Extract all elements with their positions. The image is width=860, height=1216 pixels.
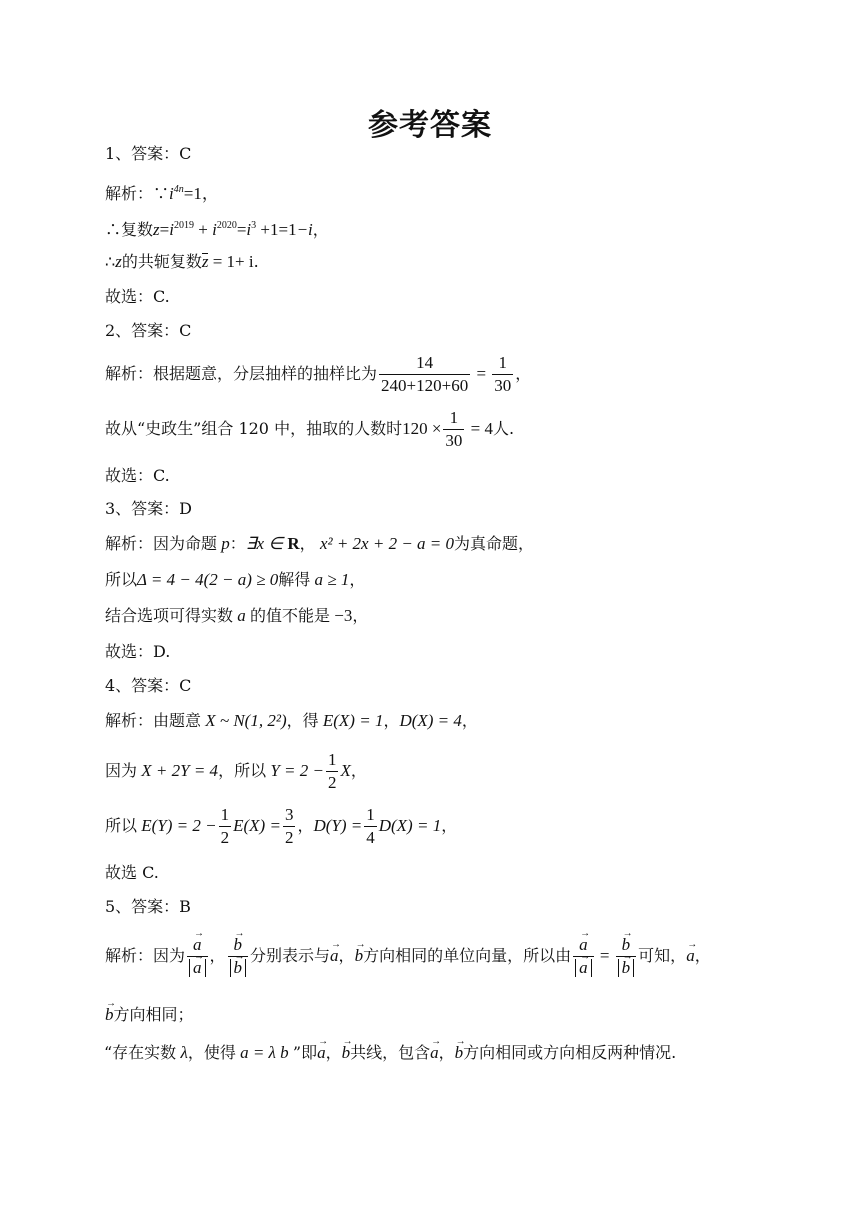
- text: 方向相同或方向相反两种情况.: [463, 1043, 677, 1062]
- unit-vector-b: [616, 928, 637, 977]
- b-symbol: b: [233, 958, 243, 977]
- equation-part: 120 ×: [402, 419, 442, 438]
- a-symbol: a: [193, 935, 202, 954]
- equation-part: D(X) = 1: [378, 816, 442, 835]
- vector-b: [621, 951, 633, 977]
- equation: a ≥ 1: [310, 570, 350, 589]
- arrow-icon: →: [194, 928, 205, 939]
- q1-label: 解析：: [105, 184, 154, 203]
- exponent: 3: [251, 220, 257, 231]
- vector-a: [317, 1036, 329, 1063]
- equation-part: = 4: [466, 419, 494, 438]
- i-symbol: i: [169, 184, 174, 203]
- unit: 人.: [493, 419, 515, 438]
- text: ，所以: [218, 761, 267, 780]
- equation-part: ∃x ∈: [245, 534, 288, 553]
- equation-part: E(Y) = 2 −: [137, 816, 217, 835]
- q3-line3: [105, 606, 368, 626]
- arrow-icon: →: [580, 951, 591, 962]
- a-symbol: a: [330, 946, 339, 965]
- arrow-icon: →: [687, 939, 698, 950]
- vector-b: [355, 930, 364, 982]
- a-symbol: a: [430, 1043, 439, 1062]
- denominator: 2: [220, 828, 230, 847]
- comma: ，: [352, 606, 369, 625]
- arrow-icon: →: [194, 951, 205, 962]
- i-symbol: i: [169, 220, 174, 239]
- a-symbol: a: [579, 958, 588, 977]
- text: 方向相同；: [113, 1005, 194, 1024]
- text: ，使得: [187, 1043, 236, 1062]
- b-symbol: b: [105, 1005, 114, 1024]
- text: 的值不能是: [250, 606, 331, 625]
- z-conjugate: z: [201, 252, 209, 271]
- vector-b: [233, 951, 245, 977]
- arrow-icon: →: [355, 939, 366, 950]
- equation: a = λ b: [235, 1043, 293, 1062]
- q5-line1: [105, 930, 711, 982]
- arrow-icon: →: [622, 951, 633, 962]
- arrow-icon: →: [455, 1036, 466, 1047]
- text: 复数: [121, 220, 154, 239]
- b-symbol: b: [341, 1043, 351, 1062]
- value: −3: [330, 606, 353, 625]
- text: 所以: [105, 570, 138, 589]
- fraction: [364, 806, 377, 847]
- arrow-icon: →: [234, 951, 245, 962]
- p-symbol: p: [217, 534, 230, 553]
- denominator: 30: [445, 431, 463, 450]
- comma: ，: [338, 946, 355, 965]
- a-symbol: a: [686, 946, 695, 965]
- unit-vector-a: [573, 928, 594, 977]
- q4-choice: 故选 C.: [105, 863, 159, 882]
- text: ”即: [292, 1043, 318, 1062]
- denominator: 240+120+60: [381, 376, 469, 395]
- comma: ，: [350, 761, 367, 780]
- text: 解析：因为: [105, 946, 186, 965]
- q5-answer: 5、答案：B: [105, 897, 191, 916]
- comma: ，: [441, 816, 458, 835]
- q2-choice: 故选：C.: [105, 466, 170, 485]
- equation-part: Y = 2 −: [266, 761, 324, 780]
- numerator: 1: [366, 805, 375, 824]
- text: “存在实数: [104, 1043, 177, 1062]
- vector-a: [579, 951, 591, 977]
- vector-a: [430, 1036, 442, 1063]
- q5-line3: [104, 1036, 677, 1063]
- a-symbol: a: [193, 958, 202, 977]
- q3-answer: 3、答案：D: [105, 499, 193, 518]
- comma: ，: [461, 711, 478, 730]
- exponent: 2019: [173, 220, 194, 231]
- q2-answer: 2、答案：C: [105, 321, 192, 340]
- arrow-icon: →: [431, 1036, 442, 1047]
- fraction: [492, 354, 513, 395]
- text: 方向相同的单位向量，所以由: [363, 946, 572, 965]
- therefore-symbol: ∴: [105, 252, 116, 271]
- equals: =: [159, 220, 170, 239]
- exponent: 2020: [216, 220, 237, 231]
- q4-line3: [105, 803, 457, 849]
- real-set: R: [287, 534, 300, 553]
- arrow-icon: →: [331, 939, 342, 950]
- vector-b: [105, 998, 116, 1025]
- equation-part: E(X) =: [233, 816, 281, 835]
- comma: ，: [297, 816, 314, 835]
- unit-vector-a: [187, 928, 208, 977]
- text: 故从“史政生”组合 120 中，抽取的人数时: [105, 419, 403, 438]
- text: 解析：因为命题: [105, 534, 218, 553]
- comma: ，: [694, 946, 711, 965]
- i-symbol: i: [212, 220, 217, 239]
- arrow-icon: →: [318, 1036, 329, 1047]
- numerator: 1: [498, 353, 508, 372]
- b-symbol: b: [354, 946, 364, 965]
- equation: E(X) = 1: [318, 711, 384, 730]
- numerator: 14: [416, 353, 434, 372]
- q4-answer: 4、答案：C: [105, 676, 192, 695]
- equation: x² + 2x + 2 − a = 0: [315, 534, 455, 553]
- a-symbol: a: [317, 1043, 326, 1062]
- fraction: [219, 806, 232, 847]
- comma: ，: [438, 1043, 455, 1062]
- comma: ，: [299, 534, 316, 553]
- fraction: [379, 354, 470, 395]
- distribution: X ~ N(1, 2²): [201, 711, 287, 730]
- b-symbol: b: [621, 935, 631, 954]
- equation: Δ = 4 − 4(2 − a) ≥ 0: [137, 570, 279, 589]
- text: ，得: [286, 711, 319, 730]
- denominator: 4: [366, 828, 375, 847]
- fraction: [283, 806, 296, 847]
- vector-a: [686, 930, 698, 982]
- text: 结合选项可得实数: [105, 606, 234, 625]
- q3-choice: 故选：D.: [105, 642, 171, 661]
- period: .: [253, 252, 259, 271]
- page-title: 参考答案: [368, 108, 492, 143]
- vector-b: [341, 1036, 353, 1063]
- comma: ，: [349, 570, 366, 589]
- text: 为真命题，: [454, 534, 535, 553]
- q5-line2: [105, 998, 194, 1025]
- arrow-icon: →: [342, 1036, 353, 1047]
- equals: =: [595, 946, 614, 965]
- b-symbol: b: [233, 935, 243, 954]
- equation-part: D(Y) =: [313, 816, 363, 835]
- denominator: 2: [327, 773, 337, 792]
- equation: D(X) = 4: [399, 711, 462, 730]
- comma: ，: [515, 364, 532, 383]
- z-symbol: z: [115, 252, 122, 271]
- equation: X + 2Y = 4: [137, 761, 219, 780]
- x-symbol: X: [340, 761, 351, 780]
- arrow-icon: →: [622, 928, 633, 939]
- text: 所以: [105, 816, 138, 835]
- equation-part: −i: [296, 220, 313, 239]
- q2-line2: [105, 406, 514, 452]
- equation-part: =1，: [183, 184, 219, 203]
- numerator: 1: [449, 408, 459, 427]
- a-symbol: a: [579, 935, 588, 954]
- exponent: 4n: [173, 184, 184, 195]
- q1-line1: [105, 180, 219, 204]
- vector-a: [193, 951, 205, 977]
- comma: ，: [209, 946, 226, 965]
- q4-line2: [105, 748, 367, 794]
- q1-choice: 故选：C.: [105, 287, 170, 306]
- because-symbol: ∵: [153, 184, 170, 203]
- q1-answer: 1、答案：C: [105, 144, 192, 163]
- numerator: 3: [284, 805, 294, 824]
- comma: ，: [325, 1043, 342, 1062]
- comma: ，: [383, 711, 400, 730]
- text: 解析：根据题意，分层抽样的抽样比为: [105, 364, 378, 383]
- text: 解析：由题意: [105, 711, 202, 730]
- equals: =: [472, 364, 491, 383]
- b-symbol: b: [454, 1043, 464, 1062]
- q3-line1: [105, 534, 534, 554]
- text: 的共轭复数: [121, 252, 202, 271]
- plus: +: [193, 220, 213, 239]
- q2-line1: [105, 351, 531, 397]
- q4-line1: [105, 711, 478, 731]
- lambda-symbol: λ: [176, 1043, 188, 1062]
- colon: ：: [229, 534, 246, 553]
- q1-line3: [105, 252, 259, 272]
- fraction: [326, 751, 339, 792]
- q1-line2: [105, 216, 329, 240]
- arrow-icon: →: [106, 998, 116, 1009]
- text: 分别表示与: [250, 946, 331, 965]
- comma: ，: [312, 220, 329, 239]
- fraction: [443, 409, 464, 450]
- arrow-icon: →: [580, 928, 591, 939]
- numerator: 1: [327, 750, 337, 769]
- b-symbol: b: [621, 958, 631, 977]
- unit-vector-b: [228, 928, 249, 977]
- i-symbol: i: [246, 220, 252, 239]
- z-symbol: z: [153, 220, 160, 239]
- text: 共线，包含: [350, 1043, 431, 1062]
- equation-part: +1=1: [256, 220, 297, 239]
- text: 解得: [278, 570, 311, 589]
- arrow-icon: →: [234, 928, 245, 939]
- denominator: 2: [284, 828, 294, 847]
- a-symbol: a: [233, 606, 251, 625]
- vector-b: [454, 1036, 466, 1063]
- denominator: 30: [494, 376, 512, 395]
- text: 可知，: [638, 946, 687, 965]
- text: 因为: [105, 761, 138, 780]
- equals: =: [236, 220, 247, 239]
- vector-a: [330, 930, 342, 982]
- q3-line2: [105, 570, 365, 590]
- therefore-symbol: ∴: [105, 220, 122, 239]
- equation-part: = 1+ i: [208, 252, 254, 271]
- numerator: 1: [220, 805, 230, 824]
